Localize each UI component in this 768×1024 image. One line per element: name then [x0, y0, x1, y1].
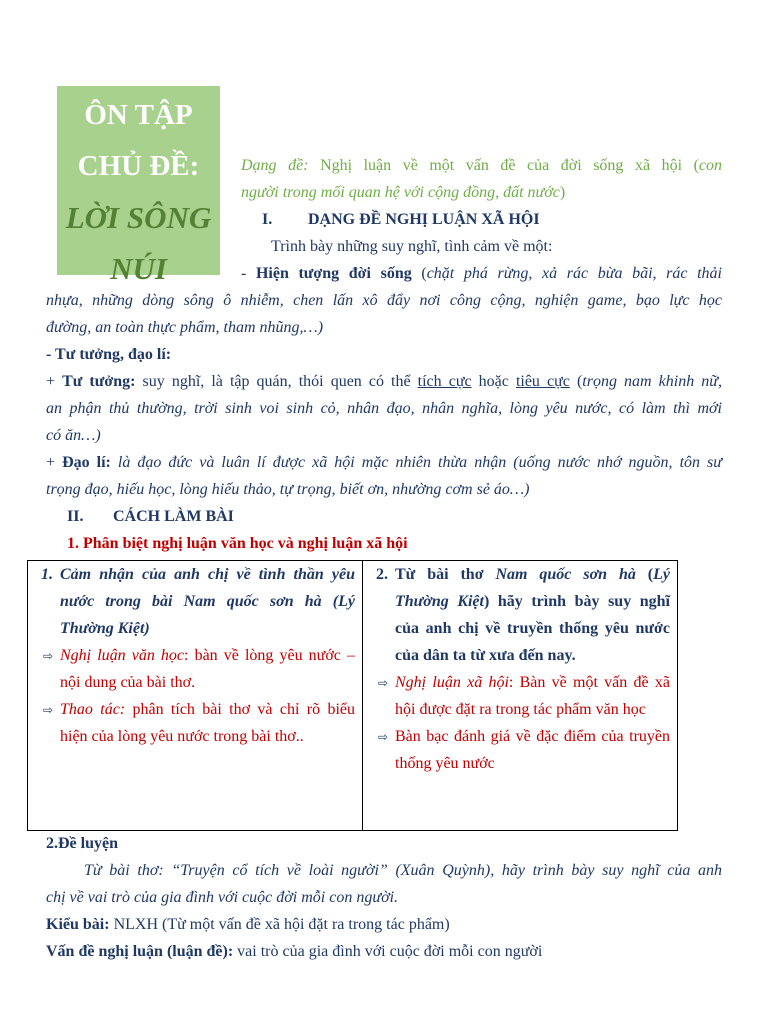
form-close: )	[559, 184, 566, 201]
morality-examples-1: uống nước nhớ nguồn, tôn sư	[518, 454, 723, 471]
practice-issue-label: Vấn đề nghị luận (luận đề):	[46, 943, 234, 960]
title-box	[57, 86, 220, 286]
thought-label: Tư tưởng:	[62, 373, 136, 390]
intro-line: Trình bày những suy nghĩ, tình cảm về một:	[271, 238, 553, 255]
title-line-1: ÔN TẬP	[84, 99, 193, 131]
form-line-1	[241, 152, 722, 179]
practice-line-1: Từ bài thơ: “Truyện cổ tích về loài người” (Xuân Quỳnh), hãy trình bày suy nghĩ của anh	[84, 862, 722, 879]
section-2-heading	[67, 503, 722, 530]
thought-negative: tiêu cực	[515, 373, 570, 390]
thought-or: hoặc	[471, 373, 516, 390]
left-bullet-1-label: Nghị luận văn học	[60, 647, 185, 664]
practice-type-label: Kiểu bài:	[46, 916, 110, 933]
left-bullet-2	[34, 696, 355, 750]
form-label: Dạng đề:	[241, 157, 309, 174]
morality-line-1	[46, 449, 722, 476]
practice-issue	[46, 938, 722, 965]
section-2-title: CÁCH LÀM BÀI	[113, 508, 234, 525]
thought-examples-1: trọng nam khinh nữ,	[582, 373, 722, 390]
plus: +	[46, 373, 63, 390]
phenomenon-label: Hiện tượng đời sống	[255, 265, 412, 282]
thought-positive: tích cực	[417, 373, 472, 390]
right-column	[363, 561, 678, 831]
ideology-heading: - Tư tưởng, đạo lí:	[46, 346, 172, 363]
thought-line-3: có ăn…)	[46, 427, 101, 444]
left-bullet-1	[34, 642, 355, 696]
right-bullet-1-text: : Bàn về một vấn đề xã hội được đặt ra trong tác phẩm văn học	[395, 674, 671, 718]
section-2-number: II.	[67, 508, 84, 525]
arrow-right-outline-icon: ⇨	[42, 703, 53, 717]
title-line-3: LỜI SÔNG	[65, 200, 212, 235]
title-line-2: CHỦ ĐỀ:	[77, 150, 200, 182]
section-1-heading	[262, 206, 722, 233]
thought-line-2: an phận thủ thường, trời sinh voi sinh cỏ, nhân đạo, nhân nghĩa, lòng yêu nước, có làm thì mới	[46, 400, 722, 417]
arrow-right-outline-icon: ⇨	[42, 649, 53, 663]
right-bullet-2	[369, 723, 670, 777]
form-italic-1: con	[698, 157, 723, 174]
practice-type-text: NLXH (Từ một vấn đề xã hội đặt ra trong tác phẩm)	[109, 916, 450, 933]
form-italic-2: người trong mối quan hệ với cộng đồng, đất nước	[241, 184, 560, 201]
phenomenon-line-2: nhựa, những dòng sông ô nhiễm, chen lấn xô đẩy nơi công cộng, nghiện game, bạo lực học	[46, 292, 722, 309]
left-bullet-2-text: phân tích bài thơ và chỉ rõ biểu hiện của lòng yêu nước trong bài thơ..	[60, 701, 355, 745]
practice-issue-text: vai trò của gia đình với cuộc đời mỗi con người	[233, 943, 543, 960]
thought-line-1	[46, 368, 722, 395]
thought-text: suy nghĩ, là tập quán, thói quen có thể	[135, 373, 418, 390]
left-bullet-2-label: Thao tác:	[60, 701, 126, 718]
subsection-1-heading: 1. Phân biệt nghị luận văn học và nghị luận xã hội	[67, 535, 408, 552]
right-prompt-rest: ) hãy trình bày suy nghĩ của anh chị về truyền thống yêu nước của dân ta từ xưa đến nay.	[395, 593, 670, 664]
left-prompt	[34, 561, 355, 642]
left-column	[28, 561, 363, 831]
right-prompt-poem: Nam quốc sơn hà	[495, 566, 636, 583]
open-paren: (	[569, 373, 583, 390]
right-bullet-1-label: Nghị luận xã hội	[395, 674, 509, 691]
right-number: 2.	[376, 566, 388, 583]
phenomenon-examples-1: chặt phá rừng, xả rác bừa bãi, rác thải	[426, 265, 722, 282]
right-prompt-a: Từ bài thơ	[395, 566, 496, 583]
left-prompt-text: Cảm nhận của anh chị về tình thần yêu nước trong bài Nam quốc sơn hà (Lý Thường Kiệt)	[60, 566, 355, 637]
phenomenon-line-3: đường, an toàn thực phẩm, tham nhũng,…)	[46, 319, 324, 336]
morality-label: Đạo lí:	[62, 454, 111, 471]
right-prompt	[369, 561, 670, 669]
practice-line-2: chị về vai trò của gia đình với cuộc đời mỗi con người.	[46, 889, 399, 906]
title-line-4: NÚI	[110, 251, 167, 286]
comparison-table	[27, 560, 678, 831]
section-1-title: DẠNG ĐỀ NGHỊ LUẬN XÃ HỘI	[308, 211, 540, 228]
phenomenon-line-1	[241, 260, 722, 287]
plus: +	[46, 454, 63, 471]
section-1-number: I.	[262, 211, 273, 228]
right-bullet-1	[369, 669, 670, 723]
morality-text: là đạo đức và luân lí được xã hội mặc nhiên thừa nhận (	[110, 454, 519, 471]
right-prompt-paren: (	[635, 566, 654, 583]
open-paren: (	[411, 265, 427, 282]
dash: -	[241, 265, 256, 282]
left-bullet-1-text: : bàn về lòng yêu nước – nội dung của bài thơ.	[60, 647, 355, 691]
right-prompt-author: Lý Thường Kiệt	[395, 566, 671, 610]
practice-type	[46, 911, 722, 938]
form-line-2	[241, 179, 722, 206]
arrow-right-outline-icon: ⇨	[377, 730, 388, 744]
morality-line-2: trọng đạo, hiếu học, lòng hiếu thảo, tự trọng, biết ơn, nhường cơm sẻ áo…)	[46, 481, 530, 498]
left-number: 1.	[41, 566, 53, 583]
practice-heading: 2.Đề luyện	[46, 835, 118, 852]
right-bullet-2-text: Bàn bạc đánh giá về đặc điểm của truyền thống yêu nước	[395, 728, 670, 772]
form-text: Nghị luận về một vấn đề của đời sống xã hội (	[320, 157, 699, 174]
arrow-right-outline-icon: ⇨	[377, 676, 388, 690]
